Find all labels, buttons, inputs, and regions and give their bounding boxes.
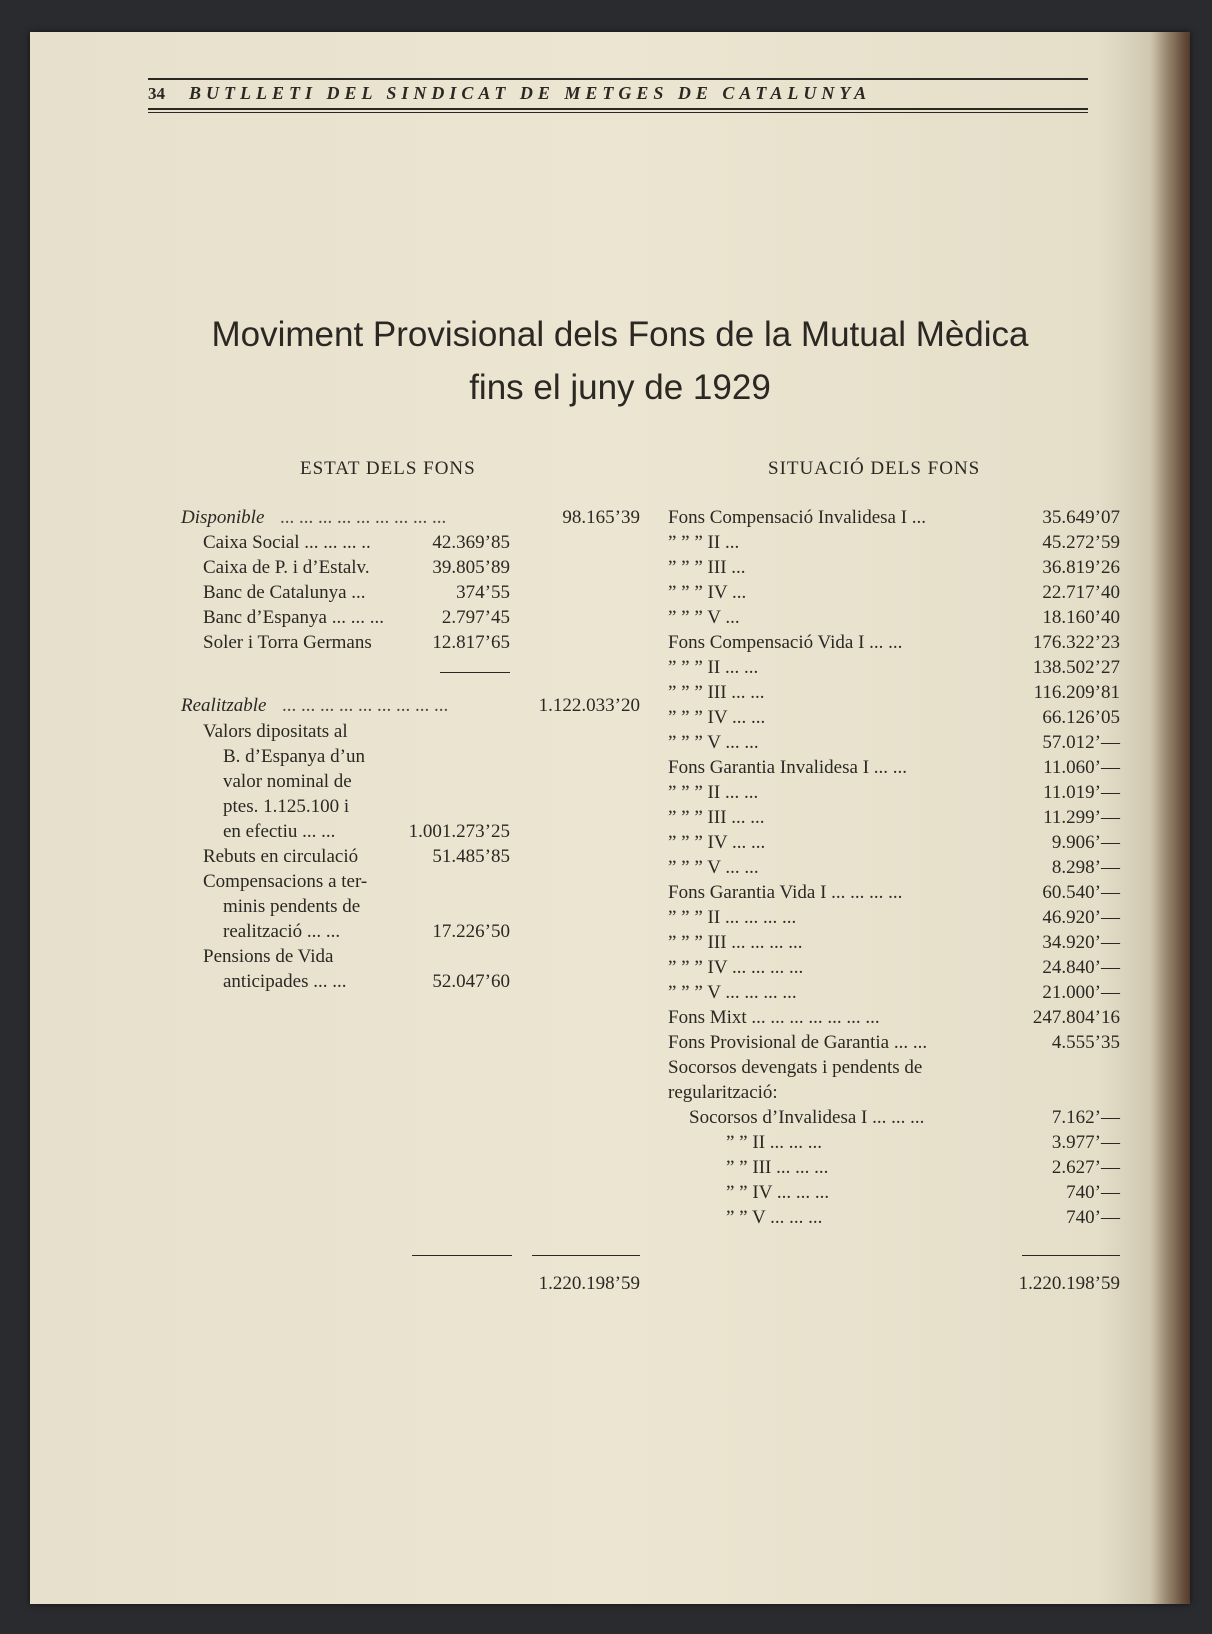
situacio-row-label: Fons Garantia Vida I ... ... ... ... <box>668 882 903 903</box>
socorsos-row-value: 2.627’— <box>1051 1157 1120 1178</box>
disponible-item-value: 374’55 <box>456 582 510 603</box>
realitzable-dots: ... ... ... ... ... ... ... ... ... <box>282 695 449 716</box>
situacio-row-value: 11.019’— <box>1043 782 1120 803</box>
situacio-row-value: 36.819’26 <box>1042 557 1120 578</box>
situacio-row-value: 22.717’40 <box>1042 582 1120 603</box>
journal-title: BUTLLETI DEL SINDICAT DE METGES DE CATALUNYA <box>189 83 872 103</box>
disponible-item-label: Soler i Torra Germans <box>203 632 372 653</box>
situacio-row-value: 4.555’35 <box>1051 1032 1120 1053</box>
page-title-line-2: fins el juny de 1929 <box>469 368 771 407</box>
realitzable-item-value: 1.001.273’25 <box>408 821 510 842</box>
page-title-line-1: Moviment Provisional dels Fons de la Mutual Mèdica <box>211 315 1029 354</box>
situacio-row-value: 116.209’81 <box>1033 682 1120 703</box>
situacio-row-label: ” ” ” II ... ... <box>668 657 759 678</box>
situacio-row-value: 46.920’— <box>1042 907 1120 928</box>
estat-total-rule-right <box>532 1255 640 1256</box>
situacio-row-label: ” ” ” V ... ... <box>668 857 759 878</box>
realitzable-label: Realitzable <box>181 695 267 716</box>
socorsos-row-value: 740’— <box>1066 1207 1120 1228</box>
situacio-row-label: ” ” ” IV ... <box>668 582 747 603</box>
realitzable-item-line: Pensions de Vida <box>203 946 334 967</box>
disponible-total: 98.165’39 <box>562 507 640 528</box>
situacio-row-label: ” ” ” V ... <box>668 607 740 628</box>
situacio-row-value: 21.000’— <box>1042 982 1120 1003</box>
disponible-item-value: 42.369’85 <box>432 532 510 553</box>
socorsos-row-label: Socorsos d’Invalidesa I ... ... ... <box>689 1107 925 1128</box>
disponible-subtotal-rule <box>440 672 510 673</box>
situacio-row-label: ” ” ” II ... ... <box>668 782 759 803</box>
situacio-row-value: 9.906’— <box>1051 832 1120 853</box>
situacio-grand-total: 1.220.198’59 <box>1018 1273 1120 1294</box>
situacio-row-label: Fons Compensació Vida I ... ... <box>668 632 903 653</box>
situacio-row-value: 18.160’40 <box>1042 607 1120 628</box>
disponible-label: Disponible <box>181 507 265 528</box>
realitzable-item-line: anticipades ... ... <box>223 971 347 992</box>
realitzable-item-line: Rebuts en circulació <box>203 846 359 867</box>
page-number: 34 <box>148 84 165 103</box>
situacio-row-label: ” ” ” II ... <box>668 532 740 553</box>
situacio-row-label: ” ” ” V ... ... <box>668 732 759 753</box>
situacio-row-label: ” ” ” III ... ... <box>668 807 765 828</box>
realitzable-item-line: B. d’Espanya d’un <box>223 746 365 767</box>
disponible-item-value: 12.817’65 <box>432 632 510 653</box>
socorsos-row-value: 7.162’— <box>1051 1107 1120 1128</box>
realitzable-item-line: Compensacions a ter- <box>203 871 368 892</box>
situacio-row-value: 8.298’— <box>1051 857 1120 878</box>
situacio-row-label: Fons Garantia Invalidesa I ... ... <box>668 757 908 778</box>
situacio-row-value: 11.060’— <box>1043 757 1120 778</box>
realitzable-item-value: 52.047’60 <box>432 971 510 992</box>
situacio-row-label: ” ” ” III ... <box>668 557 746 578</box>
socorsos-row-label: ” ” V ... ... ... <box>726 1207 823 1228</box>
situacio-row-value: 60.540’— <box>1042 882 1120 903</box>
estat-heading: ESTAT DELS FONS <box>300 458 476 479</box>
situacio-total-rule <box>1022 1255 1120 1256</box>
realitzable-item-value: 51.485’85 <box>432 846 510 867</box>
situacio-row-label: ” ” ” III ... ... ... ... <box>668 932 803 953</box>
situacio-row-value: 66.126’05 <box>1042 707 1120 728</box>
situacio-row-value: 247.804’16 <box>1032 1007 1120 1028</box>
situacio-row-label: ” ” ” IV ... ... <box>668 707 766 728</box>
realitzable-item-line: Valors dipositats al <box>203 721 348 742</box>
socorsos-heading-2: regularització: <box>668 1082 778 1103</box>
disponible-item-value: 2.797’45 <box>441 607 510 628</box>
realitzable-item-line: valor nominal de <box>223 771 352 792</box>
header-text <box>148 80 1088 108</box>
situacio-row-value: 138.502’27 <box>1032 657 1120 678</box>
disponible-item-label: Caixa Social ... ... ... .. <box>203 532 371 553</box>
realitzable-total: 1.122.033’20 <box>538 695 640 716</box>
disponible-dots: ... ... ... ... ... ... ... ... ... <box>280 507 447 528</box>
realitzable-item-line: en efectiu ... ... <box>223 821 336 842</box>
socorsos-row-value: 3.977’— <box>1051 1132 1120 1153</box>
header-rule-bottom-thin <box>148 112 1088 113</box>
situacio-row-label: Fons Mixt ... ... ... ... ... ... ... <box>668 1007 880 1028</box>
situacio-row-label: ” ” ” III ... ... <box>668 682 765 703</box>
situacio-row-label: ” ” ” IV ... ... <box>668 832 766 853</box>
realitzable-item-line: ptes. 1.125.100 i <box>223 796 350 817</box>
estat-grand-total: 1.220.198’59 <box>538 1273 640 1294</box>
socorsos-heading-1: Socorsos devengats i pendents de <box>668 1057 923 1078</box>
estat-total-rule-left <box>412 1255 512 1256</box>
disponible-item-label: Banc de Catalunya ... <box>203 582 366 603</box>
situacio-row-value: 45.272’59 <box>1042 532 1120 553</box>
header-rule-bottom <box>148 108 1088 110</box>
situacio-row-value: 57.012’— <box>1042 732 1120 753</box>
realitzable-item-line: realització ... ... <box>223 921 341 942</box>
socorsos-row-label: ” ” II ... ... ... <box>726 1132 823 1153</box>
situacio-row-value: 11.299’— <box>1043 807 1120 828</box>
disponible-item-label: Banc d’Espanya ... ... ... <box>203 607 384 628</box>
socorsos-row-label: ” ” IV ... ... ... <box>726 1182 830 1203</box>
situacio-row-value: 34.920’— <box>1042 932 1120 953</box>
realitzable-item-line: minis pendents de <box>223 896 361 917</box>
situacio-row-value: 35.649’07 <box>1042 507 1120 528</box>
book-spine-shadow <box>1150 32 1190 1604</box>
situacio-row-label: Fons Provisional de Garantia ... ... <box>668 1032 928 1053</box>
socorsos-row-value: 740’— <box>1066 1182 1120 1203</box>
situacio-row-label: ” ” ” II ... ... ... ... <box>668 907 797 928</box>
situacio-row-label: ” ” ” V ... ... ... ... <box>668 982 797 1003</box>
socorsos-row-label: ” ” III ... ... ... <box>726 1157 829 1178</box>
situacio-row-label: ” ” ” IV ... ... ... ... <box>668 957 804 978</box>
disponible-item-value: 39.805’89 <box>432 557 510 578</box>
realitzable-item-value: 17.226’50 <box>432 921 510 942</box>
running-header <box>148 78 1088 113</box>
situacio-row-label: Fons Compensació Invalidesa I ... <box>668 507 927 528</box>
situacio-row-value: 176.322’23 <box>1032 632 1120 653</box>
situacio-row-value: 24.840’— <box>1042 957 1120 978</box>
situacio-heading: SITUACIÓ DELS FONS <box>768 458 981 479</box>
disponible-item-label: Caixa de P. i d’Estalv. <box>203 557 370 578</box>
